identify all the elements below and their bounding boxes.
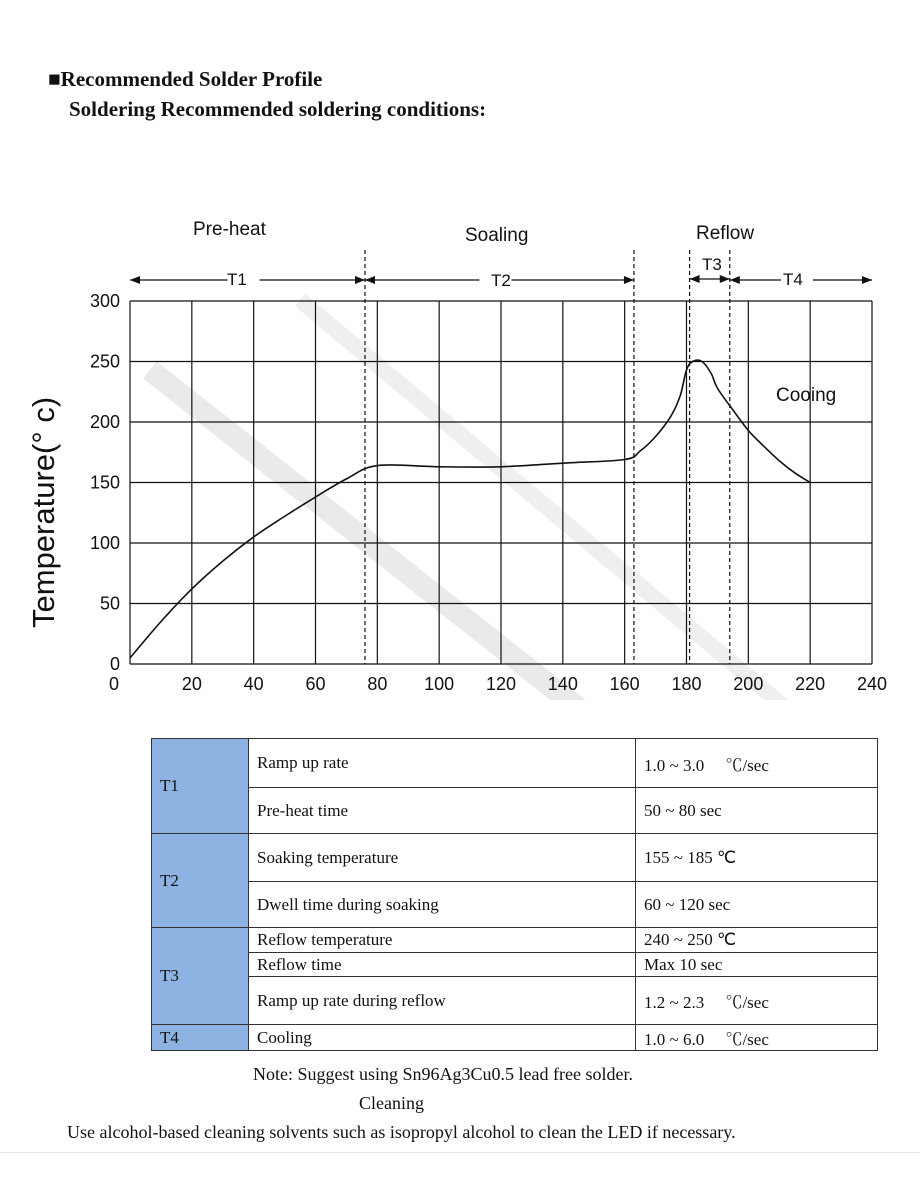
arrowhead-right <box>355 276 365 284</box>
value-cell: 1.0 ~ 3.0 ℃/sec <box>636 739 878 788</box>
x-tick-label: 140 <box>547 674 578 694</box>
x-tick-label: 80 <box>367 674 388 694</box>
y-tick-label: 150 <box>89 472 120 493</box>
arrowhead-right <box>862 276 872 284</box>
x-tick-label: 160 <box>609 674 640 694</box>
phase-dividers <box>365 250 730 664</box>
x-tick-label: 20 <box>181 674 202 694</box>
x-tick-label: 120 <box>485 674 517 694</box>
y-tick-label: 200 <box>89 412 120 432</box>
x-tick-label: 240 <box>856 674 888 694</box>
phase-label-cooing: Cooing <box>776 385 837 406</box>
value-cell: Max 10 sec <box>636 953 878 977</box>
arrowhead-left <box>365 276 375 284</box>
value-cell: 1.2 ~ 2.3 ℃/sec <box>636 977 878 1025</box>
watermark <box>150 300 800 700</box>
group-cell-t4: T4 <box>152 1025 249 1051</box>
y-tick-label: 0 <box>109 654 120 674</box>
x-tick-label: 220 <box>795 674 826 694</box>
param-cell: Ramp up rate <box>249 739 636 788</box>
phase-label-reflow: Reflow <box>696 223 755 244</box>
param-cell: Soaking temperature <box>249 834 636 882</box>
value-cell: 60 ~ 120 sec <box>636 882 878 928</box>
phase-t4-label: T4 <box>783 270 803 289</box>
param-cell: Cooling <box>249 1025 636 1051</box>
group-cell-t2: T2 <box>152 834 249 928</box>
value-cell: 240 ~ 250 ℃ <box>636 928 878 953</box>
param-cell: Reflow temperature <box>249 928 636 953</box>
solder-profile-chart <box>0 200 920 700</box>
y-tick-label: 250 <box>89 351 120 372</box>
soldering-conditions-table <box>151 738 878 1051</box>
section-title: ■Recommended Solder Profile <box>48 67 323 91</box>
value-cell: 155 ~ 185 ℃ <box>636 834 878 882</box>
phase-t2-label: T2 <box>491 271 511 290</box>
phase-t3-label: T3 <box>702 255 722 274</box>
arrowhead-right <box>624 276 634 284</box>
y-tick-label: 100 <box>89 533 120 553</box>
y-tick-label: 300 <box>89 291 120 311</box>
param-cell: Ramp up rate during reflow <box>249 977 636 1025</box>
value-cell: 1.0 ~ 6.0 ℃/sec <box>636 1025 878 1051</box>
arrowhead-right <box>720 275 730 283</box>
cleaning-heading: Cleaning <box>359 1093 424 1113</box>
param-cell: Pre-heat time <box>249 788 636 834</box>
solder-note: Note: Suggest using Sn96Ag3Cu0.5 lead free solder. <box>253 1064 633 1084</box>
group-cell-t1: T1 <box>152 739 249 834</box>
x-tick-label: 180 <box>671 674 702 694</box>
x-tick-label: 40 <box>243 674 264 694</box>
param-cell: Reflow time <box>249 953 636 977</box>
arrowhead-left <box>690 275 700 283</box>
x-tick-label: 200 <box>733 674 764 694</box>
arrowhead-left <box>130 276 140 284</box>
y-tick-labels <box>90 291 120 674</box>
x-tick-label: 60 <box>305 674 326 694</box>
chart-grid <box>130 301 872 664</box>
param-cell: Dwell time during soaking <box>249 882 636 928</box>
y-tick-label: 50 <box>99 593 120 614</box>
phase-t1-label: T1 <box>227 270 247 289</box>
value-cell: 50 ~ 80 sec <box>636 788 878 834</box>
cleaning-text: Use alcohol-based cleaning solvents such as isopropyl alcohol to clean the LED if necessary. <box>67 1122 736 1142</box>
phase-label-soaling: Soaling <box>465 225 529 246</box>
x-tick-label: 0 <box>108 674 120 694</box>
y-axis-label: Temperature(° c) <box>26 396 61 628</box>
phase-label-preheat: Pre-heat <box>193 219 266 240</box>
group-cell-t3: T3 <box>152 928 249 1025</box>
footer-divider <box>0 1152 920 1153</box>
arrowhead-left <box>730 276 740 284</box>
section-subtitle: Soldering Recommended soldering conditions: <box>69 97 487 121</box>
x-tick-label: 100 <box>424 674 455 694</box>
